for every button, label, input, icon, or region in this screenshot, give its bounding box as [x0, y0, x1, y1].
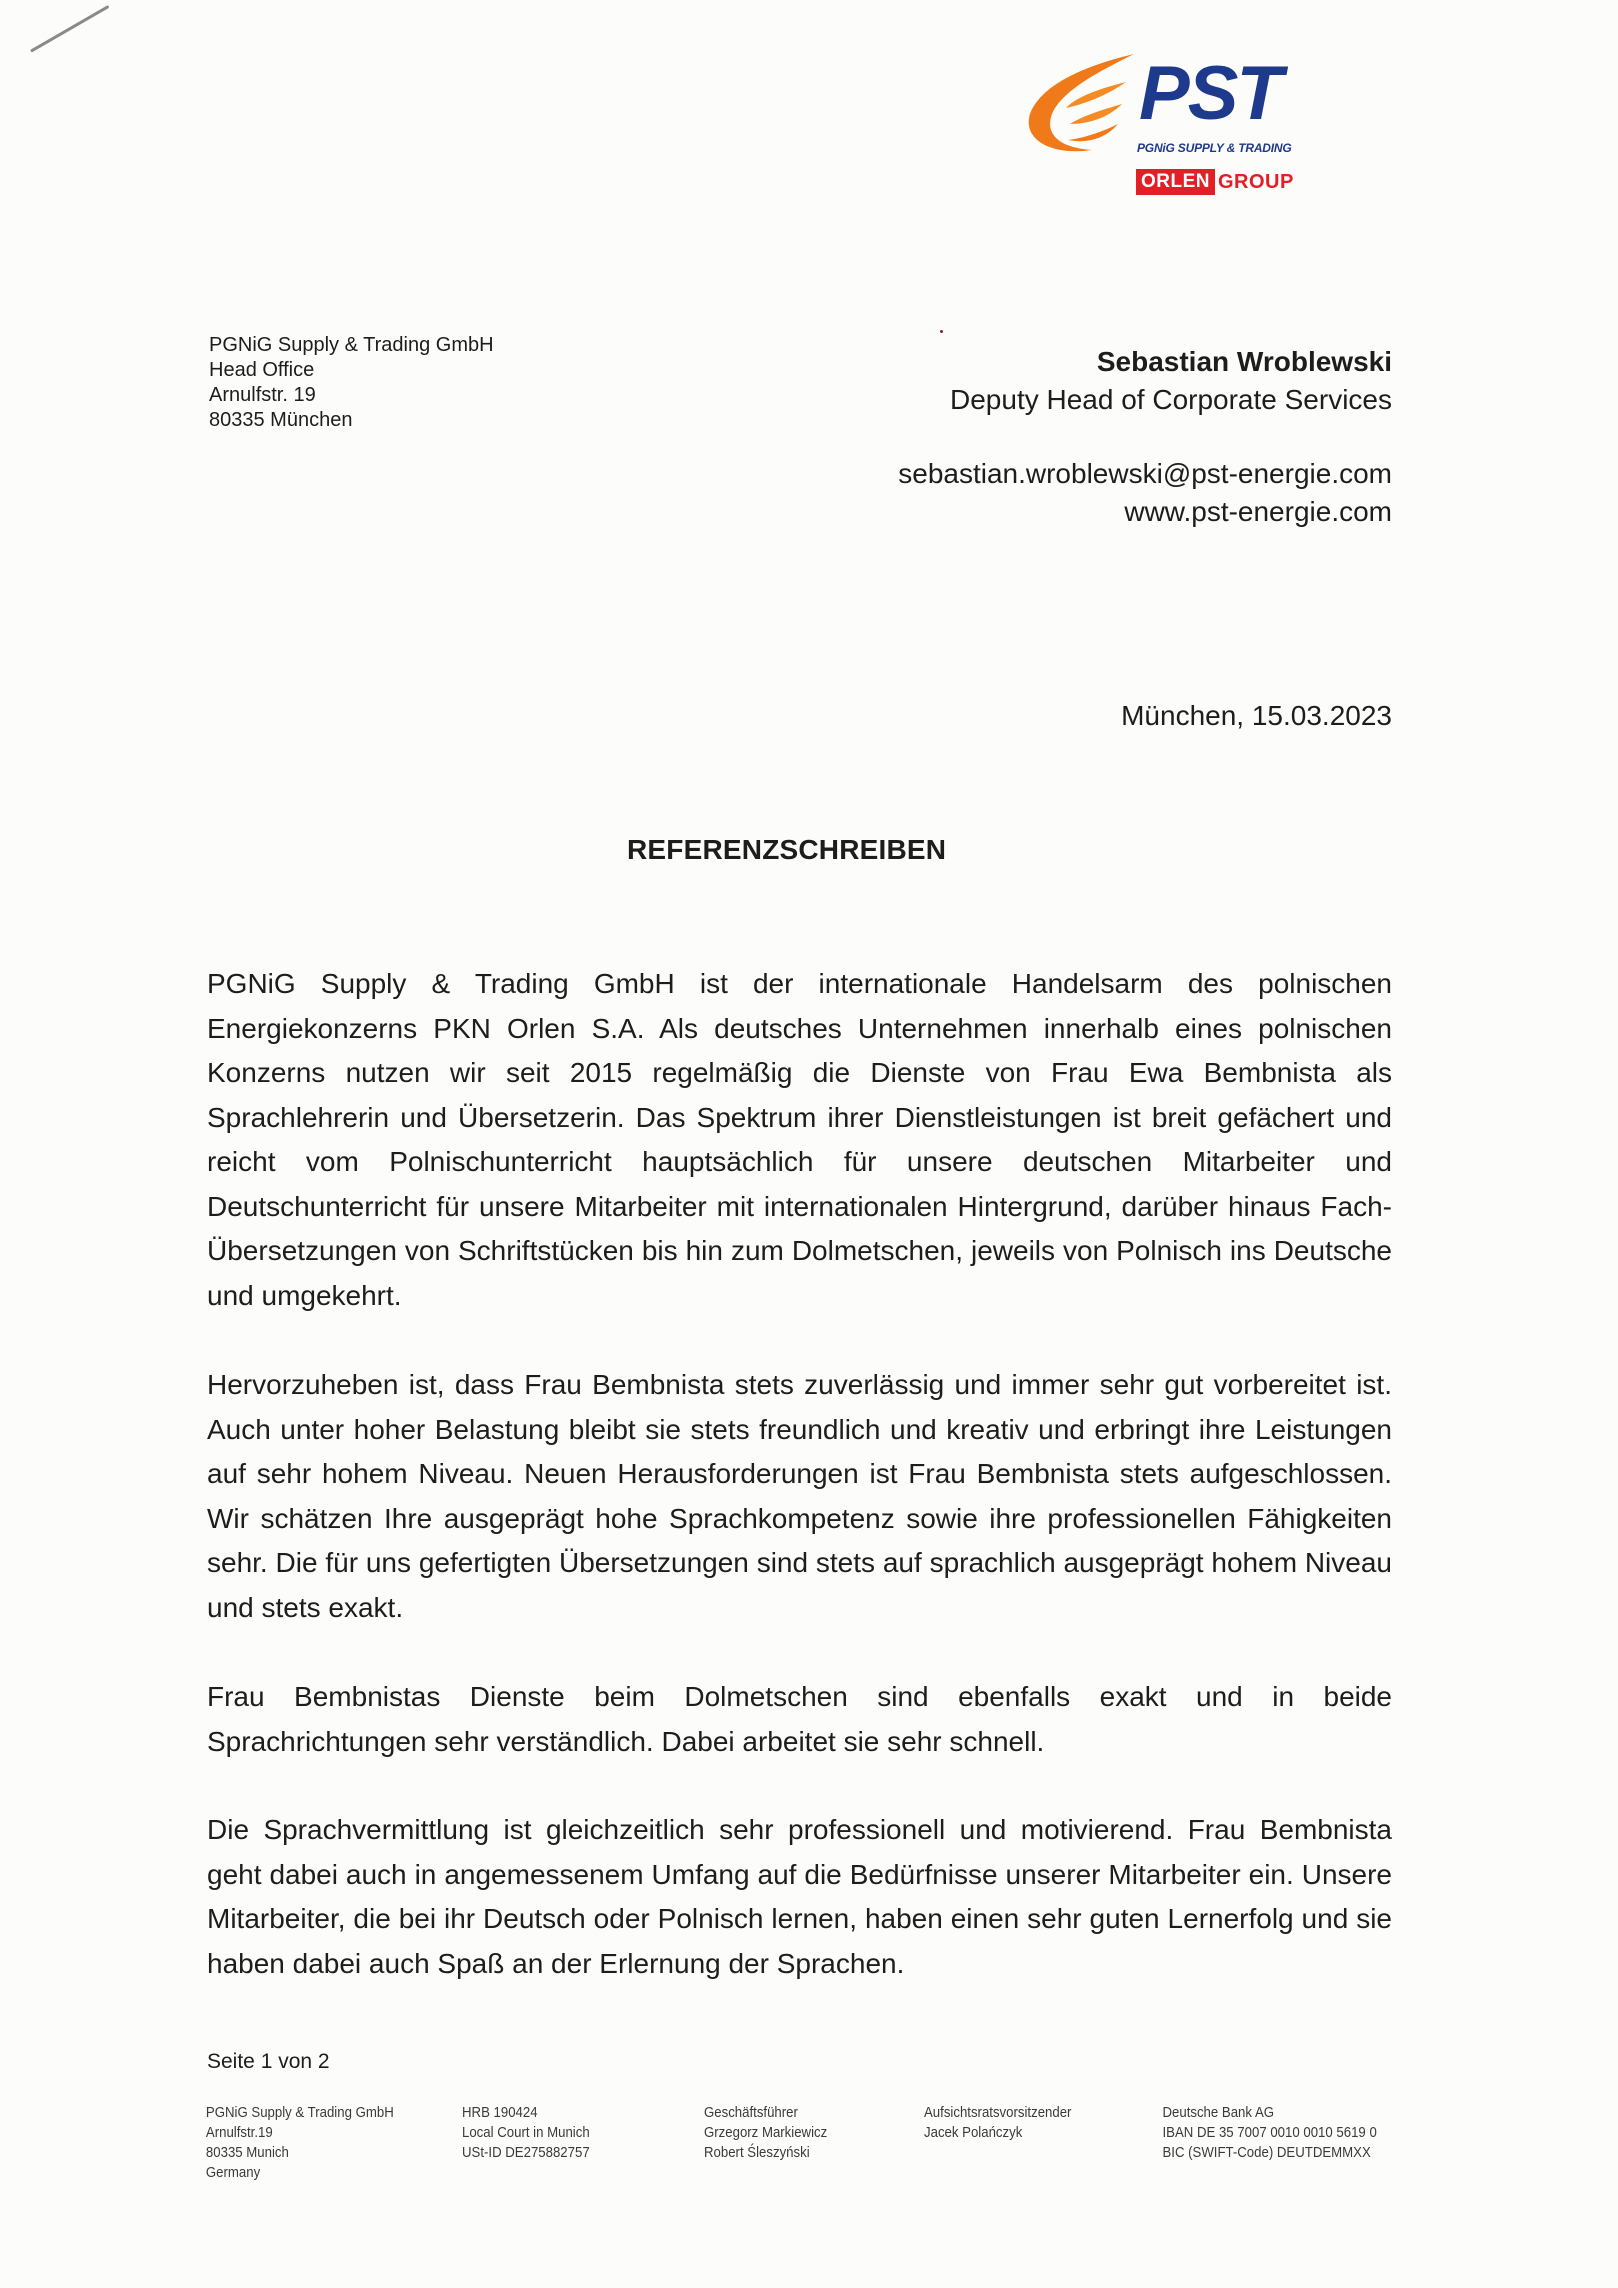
body-paragraph-4: Die Sprachvermittlung ist gleichzeitlich sehr professionell und motivierend. Frau Bembnista geht dabei auch in angemessenem Umfang auf die Bedürfnisse unserer Mitarbeiter ein. Unsere Mitarbeiter, die bei ihr Deutsch oder Polnisch lernen, haben einen sehr guten Lernerfolg und sie haben dabei auch Spaß an der Erlernung der Sprachen.	[207, 1814, 1392, 1979]
footer-management-column	[704, 2103, 827, 2163]
contact-email-link[interactable]: sebastian.wroblewski@pst-energie.com	[898, 458, 1392, 489]
company-logo	[1022, 52, 1332, 202]
ink-speck	[940, 330, 943, 333]
body-paragraph-2: Hervorzuheben ist, dass Frau Bembnista stets zuverlässig und immer sehr gut vorbereitet ist. Auch unter hoher Belastung bleibt sie stets freundlich und kreativ und erbringt ihre Leistungen auf sehr hohem Niveau. Neuen Herausforderungen ist Frau Bembnista stets aufgeschlossen. Wir schätzen Ihre ausgeprägt hohe Sprachkompetenz sowie ihre professionellen Fähigkeiten sehr. Die für uns gefertigten Übersetzungen sind stets auf sprachlich ausgeprägt hohem Niveau und stets exakt.	[207, 1369, 1392, 1623]
sender-line: 80335 München	[209, 409, 353, 431]
contact-name: Sebastian Wroblewski	[1096, 346, 1392, 377]
footer-registry-column	[462, 2103, 590, 2163]
footer-line: USt-ID DE275882757	[462, 2144, 590, 2161]
sender-address	[209, 333, 494, 433]
footer-company-column	[206, 2103, 394, 2183]
sender-line: PGNiG Supply & Trading GmbH	[209, 334, 494, 356]
footer-line: Deutsche Bank AG	[1162, 2104, 1275, 2121]
page-indicator: Seite 1 von 2	[207, 2050, 330, 2073]
footer-bank-column	[1162, 2103, 1376, 2163]
footer-line: Robert Śleszyński	[704, 2144, 810, 2161]
sender-line: Head Office	[209, 359, 315, 381]
letter-date: München, 15.03.2023	[1121, 700, 1392, 731]
footer-line: PGNiG Supply & Trading GmbH	[205, 2104, 394, 2121]
footer-line: IBAN DE 35 7007 0010 0010 5619 0	[1162, 2124, 1377, 2141]
contact-role: Deputy Head of Corporate Services	[950, 384, 1392, 415]
flame-wing-icon	[1022, 52, 1142, 162]
contact-block	[898, 343, 1392, 531]
footer-supervisory-column	[924, 2103, 1071, 2143]
footer-line: Grzegorz Markiewicz	[704, 2124, 828, 2141]
logo-brand-text: PST	[1139, 51, 1281, 136]
footer-line: 80335 Munich	[205, 2144, 289, 2161]
letter-title: REFERENZSCHREIBEN	[627, 834, 947, 865]
sender-line: Arnulfstr. 19	[209, 384, 316, 406]
footer-line: HRB 190424	[462, 2104, 538, 2121]
orlen-box: ORLEN	[1136, 169, 1215, 195]
footer-line: Geschäftsführer	[704, 2104, 798, 2121]
footer-line: Germany	[205, 2164, 261, 2181]
group-text: GROUP	[1218, 170, 1294, 193]
footer-line: Arnulfstr.19	[205, 2124, 273, 2141]
footer-line: Local Court in Munich	[462, 2124, 590, 2141]
footer-line: Aufsichtsratsvorsitzender	[924, 2104, 1072, 2121]
footer-line: Jacek Polańczyk	[924, 2124, 1023, 2141]
body-paragraph-3: Frau Bembnistas Dienste beim Dolmetschen sind ebenfalls exakt und in beide Sprachrichtungen sehr verständlich. Dabei arbeitet sie sehr schnell.	[207, 1681, 1392, 1757]
staple-mark	[30, 5, 109, 53]
body-paragraph-1: PGNiG Supply & Trading GmbH ist der internationale Handelsarm des polnischen Energiekonzerns PKN Orlen S.A. Als deutsches Unternehmen innerhalb eines polnischen Konzerns nutzen wir seit 2015 regelmäßig die Dienste von Frau Ewa Bembnista als Sprachlehrerin und Übersetzerin. Das Spektrum ihrer Dienstleistungen ist breit gefächert und reicht vom Polnischunterricht hauptsächlich für unsere deutschen Mitarbeiter und Deutschunterricht für unsere Mitarbeiter mit internationalen Hintergrund, darüber hinaus Fach-Übersetzungen von Schriftstücken bis hin zum Dolmetschen, jeweils von Polnisch ins Deutsche und umgekehrt.	[207, 968, 1392, 1311]
logo-subtitle: PGNiG SUPPLY & TRADING	[1137, 141, 1292, 155]
orlen-group-badge	[1136, 168, 1294, 196]
footer-line: BIC (SWIFT-Code) DEUTDEMMXX	[1162, 2144, 1372, 2161]
contact-website-link[interactable]: www.pst-energie.com	[1124, 496, 1392, 527]
